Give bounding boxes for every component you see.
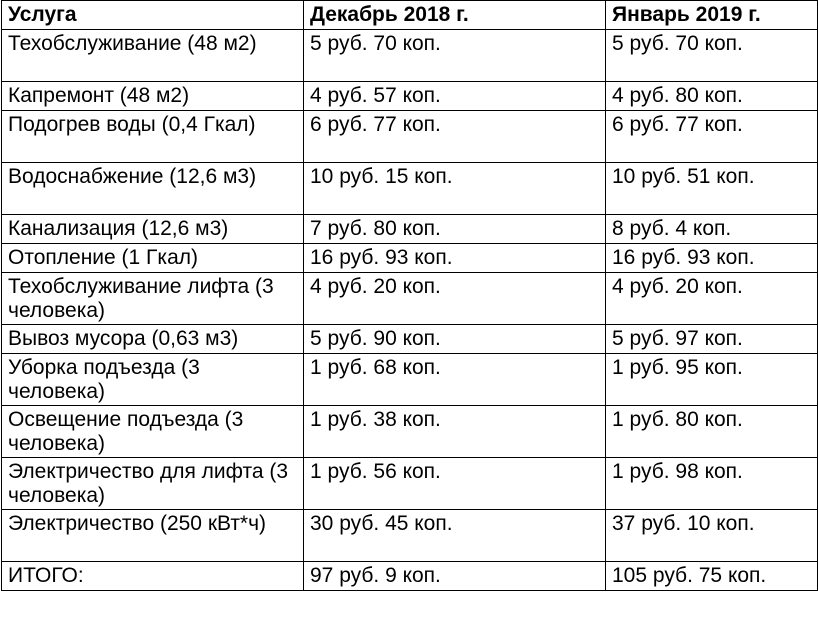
january-price-cell: 37 руб. 10 коп.	[606, 510, 818, 562]
service-cell: Электричество для лифта (3 человека)	[2, 458, 304, 510]
december-price-cell: 7 руб. 80 коп.	[304, 215, 606, 244]
january-price-cell: 8 руб. 4 коп.	[606, 215, 818, 244]
service-cell: Вывоз мусора (0,63 м3)	[2, 325, 304, 354]
january-price-cell: 16 руб. 93 коп.	[606, 244, 818, 273]
table-row	[2, 244, 818, 273]
january-price-cell: 4 руб. 80 коп.	[606, 82, 818, 111]
december-price-cell: 1 руб. 38 коп.	[304, 406, 606, 458]
december-price-cell: 5 руб. 70 коп.	[304, 30, 606, 82]
header-december-2018: Декабрь 2018 г.	[304, 1, 606, 30]
service-cell: Электричество (250 кВт*ч)	[2, 510, 304, 562]
january-price-cell: 1 руб. 98 коп.	[606, 458, 818, 510]
service-cell: Техобслуживание (48 м2)	[2, 30, 304, 82]
table-row	[2, 458, 818, 510]
january-price-cell: 4 руб. 20 коп.	[606, 273, 818, 325]
service-cell: Подогрев воды (0,4 Гкал)	[2, 111, 304, 163]
service-cell: Отопление (1 Гкал)	[2, 244, 304, 273]
december-price-cell: 4 руб. 20 коп.	[304, 273, 606, 325]
january-price-cell: 6 руб. 77 коп.	[606, 111, 818, 163]
service-cell: Техобслуживание лифта (3 человека)	[2, 273, 304, 325]
service-cell: Водоснабжение (12,6 м3)	[2, 163, 304, 215]
table-row	[2, 325, 818, 354]
december-price-cell: 6 руб. 77 коп.	[304, 111, 606, 163]
table-row	[2, 406, 818, 458]
january-price-cell: 5 руб. 70 коп.	[606, 30, 818, 82]
service-cell: Освещение подъезда (3 человека)	[2, 406, 304, 458]
january-price-cell: 1 руб. 80 коп.	[606, 406, 818, 458]
service-cell: Капремонт (48 м2)	[2, 82, 304, 111]
service-cell: Канализация (12,6 м3)	[2, 215, 304, 244]
december-price-cell: 1 руб. 56 коп.	[304, 458, 606, 510]
december-price-cell: 16 руб. 93 коп.	[304, 244, 606, 273]
december-total-cell: 97 руб. 9 коп.	[304, 562, 606, 591]
service-cell: Уборка подъезда (3 человека)	[2, 354, 304, 406]
december-price-cell: 1 руб. 68 коп.	[304, 354, 606, 406]
december-price-cell: 10 руб. 15 коп.	[304, 163, 606, 215]
january-price-cell: 1 руб. 95 коп.	[606, 354, 818, 406]
december-price-cell: 4 руб. 57 коп.	[304, 82, 606, 111]
total-row	[2, 562, 818, 591]
table-row	[2, 273, 818, 325]
header-january-2019: Январь 2019 г.	[606, 1, 818, 30]
january-price-cell: 10 руб. 51 коп.	[606, 163, 818, 215]
table-header-row	[2, 1, 818, 30]
table-row	[2, 111, 818, 163]
table-row	[2, 510, 818, 562]
december-price-cell: 30 руб. 45 коп.	[304, 510, 606, 562]
tariff-table	[1, 0, 818, 591]
table-row	[2, 82, 818, 111]
table-row	[2, 354, 818, 406]
header-service: Услуга	[2, 1, 304, 30]
january-total-cell: 105 руб. 75 коп.	[606, 562, 818, 591]
december-price-cell: 5 руб. 90 коп.	[304, 325, 606, 354]
january-price-cell: 5 руб. 97 коп.	[606, 325, 818, 354]
table-row	[2, 163, 818, 215]
table-row	[2, 30, 818, 82]
table-row	[2, 215, 818, 244]
total-label-cell: ИТОГО:	[2, 562, 304, 591]
